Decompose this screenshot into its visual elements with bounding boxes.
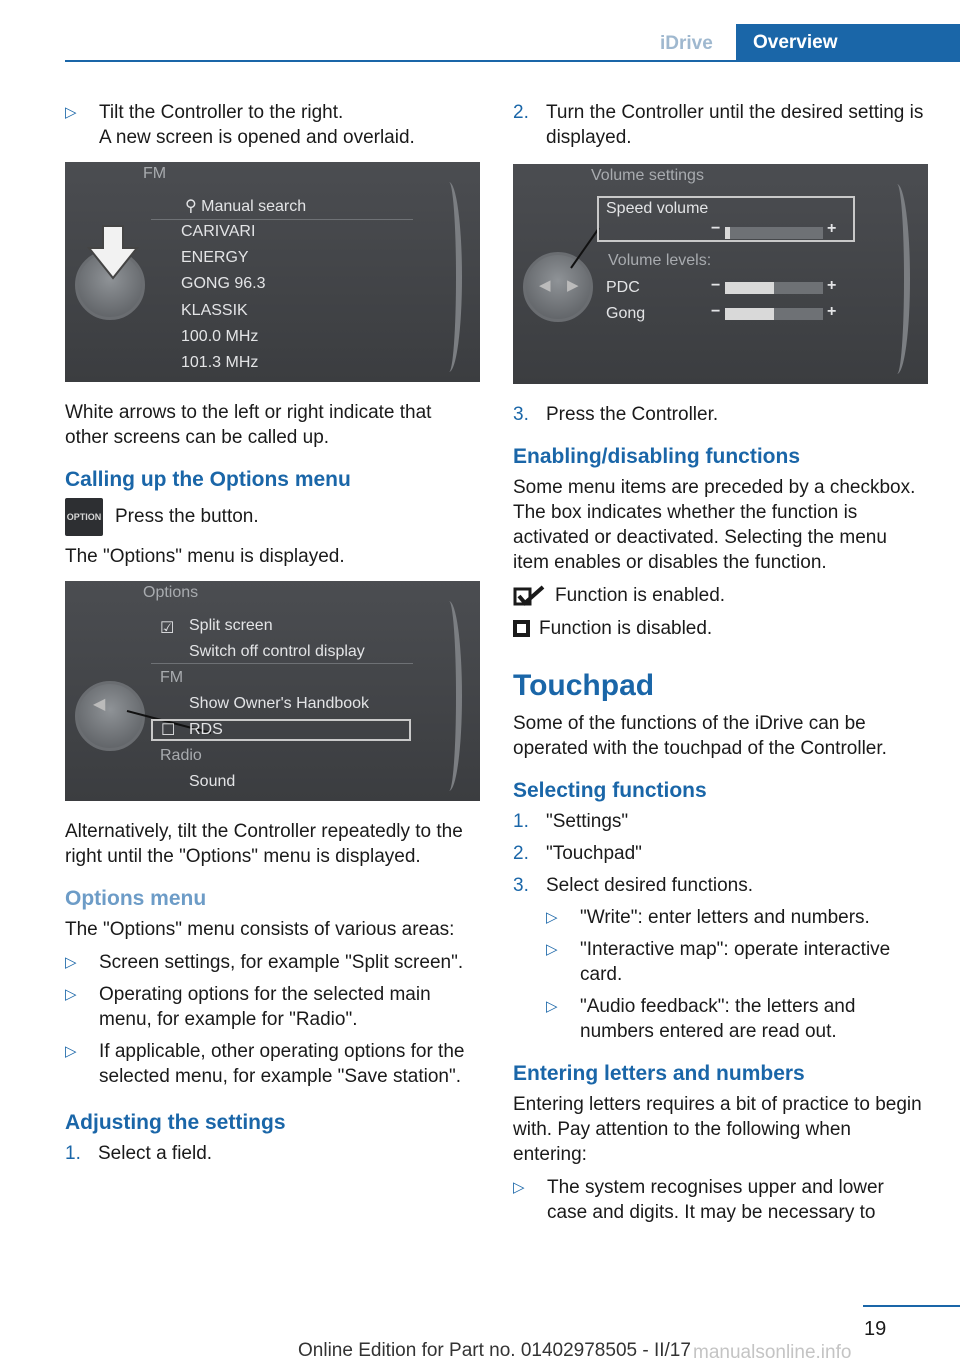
step-item: 2. Turn the Controller until the desired setting is displayed. (513, 102, 924, 148)
pdc-bar (725, 282, 823, 294)
options-displayed: The "Options" menu is displayed. (65, 546, 345, 567)
opt-sound: Sound (189, 773, 236, 790)
calling-heading: Calling up the Options menu (65, 468, 351, 491)
enabled-line (513, 583, 928, 608)
fm-item: GONG 96.3 (181, 275, 266, 292)
gong-fill (725, 308, 774, 320)
page-number: 19 (864, 1318, 887, 1340)
checkmark-icon (513, 585, 547, 607)
opt-split-screen: Split screen (189, 617, 273, 634)
function-item: ▷ "Interactive map": operate interactive card. (546, 939, 891, 985)
fm-separator (151, 219, 413, 220)
area-item: ▷ If applicable, other operating options for the selected menu, for example "Save station". (65, 1041, 465, 1087)
step-item: 2. "Touchpad" (513, 843, 642, 864)
bullet-marker: ▷ (65, 104, 77, 121)
options-consists: The "Options" menu consists of various areas: (65, 919, 455, 940)
touchpad-text: Some of the functions of the iDrive can be operated with the touchpad of the Controller. (513, 713, 887, 759)
left-arrow-icon: ◀ (93, 696, 106, 713)
opt-group-fm: FM (160, 669, 184, 686)
speed-volume-bar (725, 227, 823, 239)
fm-item: ENERGY (181, 249, 249, 266)
entering-bullet: ▷ The system recognises upper and lower case and digits. It may be necessary to (513, 1177, 884, 1223)
screen-arc (436, 601, 462, 791)
fm-screen-title: FM (143, 165, 167, 182)
minus-icon: − (711, 303, 721, 320)
screen-arc (436, 182, 462, 372)
options-screen-image (65, 581, 480, 801)
touchpad-heading: Touchpad (513, 669, 655, 702)
intro-line2: A new screen is opened and overlaid. (99, 127, 415, 148)
area-item: ▷ Screen settings, for example "Split screen". (65, 952, 464, 973)
screen-arc (884, 184, 910, 374)
options-menu-heading: Options menu (65, 887, 207, 910)
plus-icon: + (827, 220, 837, 237)
selecting-heading: Selecting functions (513, 779, 707, 802)
fm-item-manual-search: ⚲ Manual search (185, 198, 307, 215)
page-header (0, 0, 960, 64)
press-button-line (65, 498, 480, 536)
volume-levels-label: Volume levels: (608, 252, 712, 269)
fm-item: 101.3 MHz (181, 354, 259, 371)
gong-label: Gong (606, 305, 646, 322)
opt-group-radio: Radio (160, 747, 202, 764)
left-column (65, 100, 480, 1173)
options-screen-title: Options (143, 584, 199, 601)
empty-box-icon (513, 620, 530, 637)
opt-rds: RDS (189, 721, 223, 738)
pdc-label: PDC (606, 279, 640, 296)
fm-item: CARIVARI (181, 223, 256, 240)
intro-bullet (65, 100, 480, 150)
enabling-heading: Enabling/disabling functions (513, 445, 800, 468)
entering-heading: Entering letters and numbers (513, 1062, 805, 1085)
checkbox-icon: ☐ (161, 722, 176, 739)
disabled-text: Function is disabled. (539, 618, 713, 639)
entering-text: Entering letters requires a bit of practice to begin with. Pay attention to the following when entering: (513, 1094, 922, 1165)
opt-switch-off: Switch off control display (189, 643, 365, 660)
watermark: manualsonline.info (693, 1342, 852, 1362)
check-icon: ☑ (160, 620, 175, 637)
gong-bar (725, 308, 823, 320)
right-column (513, 100, 928, 1232)
header-tab: Overview (736, 24, 960, 61)
left-arrow-icon: ◀ (539, 277, 551, 294)
enabling-text: Some menu items are preceded by a checkbox. The box indicates whether the function is activated or deactivated. Selecting the menu item enables or disables the function. (513, 477, 916, 573)
function-item: ▷ "Write": enter letters and numbers. (546, 907, 870, 928)
enabled-text: Function is enabled. (555, 585, 726, 606)
fm-item: KLASSIK (181, 302, 248, 319)
alternatively-text: Alternatively, tilt the Controller repeatedly to the right until the "Options" menu is displayed. (65, 821, 463, 867)
volume-screen-title: Volume settings (591, 167, 704, 184)
step-item: 1. Select a field. (65, 1143, 213, 1164)
plus-icon: + (827, 303, 837, 320)
edition-text: Online Edition for Part no. 01402978505 - II/17 (298, 1340, 691, 1361)
disabled-line (513, 616, 928, 641)
minus-icon: − (711, 277, 721, 294)
fm-screen-image (65, 162, 480, 382)
arrows-note: White arrows to the left or right indicate that other screens can be called up. (65, 402, 432, 448)
pdc-fill (725, 282, 774, 294)
opt-separator (151, 663, 413, 664)
area-item: ▷ Operating options for the selected main menu, for example for "Radio". (65, 984, 431, 1030)
option-button-icon: OPTION (65, 498, 103, 536)
minus-icon: − (711, 220, 721, 237)
function-item: ▷ "Audio feedback": the letters and numbers entered are read out. (546, 996, 856, 1042)
speed-volume-label: Speed volume (606, 200, 709, 217)
adjusting-heading: Adjusting the settings (65, 1111, 286, 1134)
fm-item: 100.0 MHz (181, 328, 259, 345)
opt-handbook: Show Owner's Handbook (189, 695, 370, 712)
volume-screen-image (513, 164, 928, 384)
right-arrow-icon: ▶ (567, 277, 579, 294)
speed-volume-fill (725, 227, 730, 239)
down-arrow-icon (87, 224, 139, 282)
press-button-text: Press the button. (115, 506, 259, 528)
step-item: 3. Select desired functions. (513, 875, 754, 896)
header-section: iDrive (660, 33, 713, 54)
plus-icon: + (827, 277, 837, 294)
footer-rule (863, 1305, 960, 1307)
step-item: 1. "Settings" (513, 811, 629, 832)
intro-line1: Tilt the Controller to the right. (99, 102, 344, 123)
step-item: 3. Press the Controller. (513, 404, 719, 425)
